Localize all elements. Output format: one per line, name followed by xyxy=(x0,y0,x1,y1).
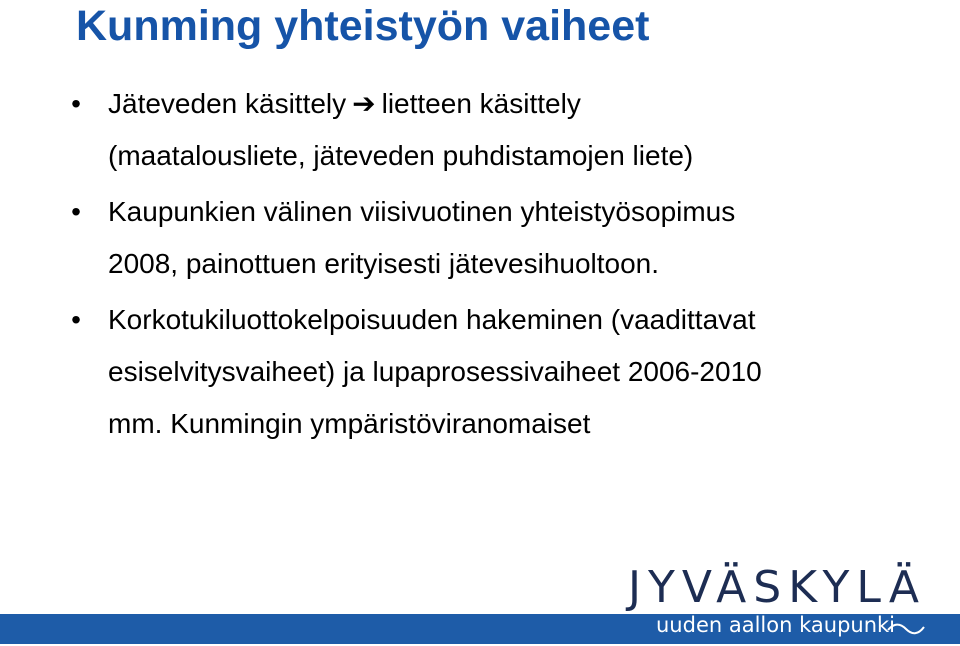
bullet-item xyxy=(70,294,930,450)
bullet-item xyxy=(70,78,930,182)
logo-wordmark: JYVÄSKYLÄ xyxy=(628,562,926,613)
wave-icon xyxy=(886,620,926,638)
arrow-right-icon: ➔ xyxy=(352,88,376,119)
bullet-line xyxy=(108,78,930,130)
bullet-item xyxy=(70,186,930,290)
bullet-line: mm. Kunmingin ympäristöviranomaiset xyxy=(108,408,591,439)
bullet-line: Kaupunkien välinen viisivuotinen yhteistyösopimus xyxy=(108,196,736,227)
bullet-line: 2008, painottuen erityisesti jätevesihuoltoon. xyxy=(108,248,660,279)
bullet-line: Korkotukiluottokelpoisuuden hakeminen (vaadittavat xyxy=(108,304,756,335)
logo-tagline: uuden aallon kaupunki xyxy=(656,613,896,637)
bullet-marker: • xyxy=(71,88,81,119)
bullet-text: Jäteveden käsittely xyxy=(108,88,347,119)
bullet-marker: • xyxy=(71,196,81,227)
bullet-text: lietteen käsittely xyxy=(381,88,581,119)
slide-title: Kunming yhteistyön vaiheet xyxy=(76,2,650,50)
bullet-line: (maatalousliete, jäteveden puhdistamojen liete) xyxy=(108,140,694,171)
bullet-list xyxy=(70,78,930,450)
bullet-line: esiselvitysvaiheet) ja lupaprosessivaiheet 2006-2010 xyxy=(108,356,762,387)
city-logo xyxy=(0,562,960,646)
bullet-marker: • xyxy=(71,304,81,335)
